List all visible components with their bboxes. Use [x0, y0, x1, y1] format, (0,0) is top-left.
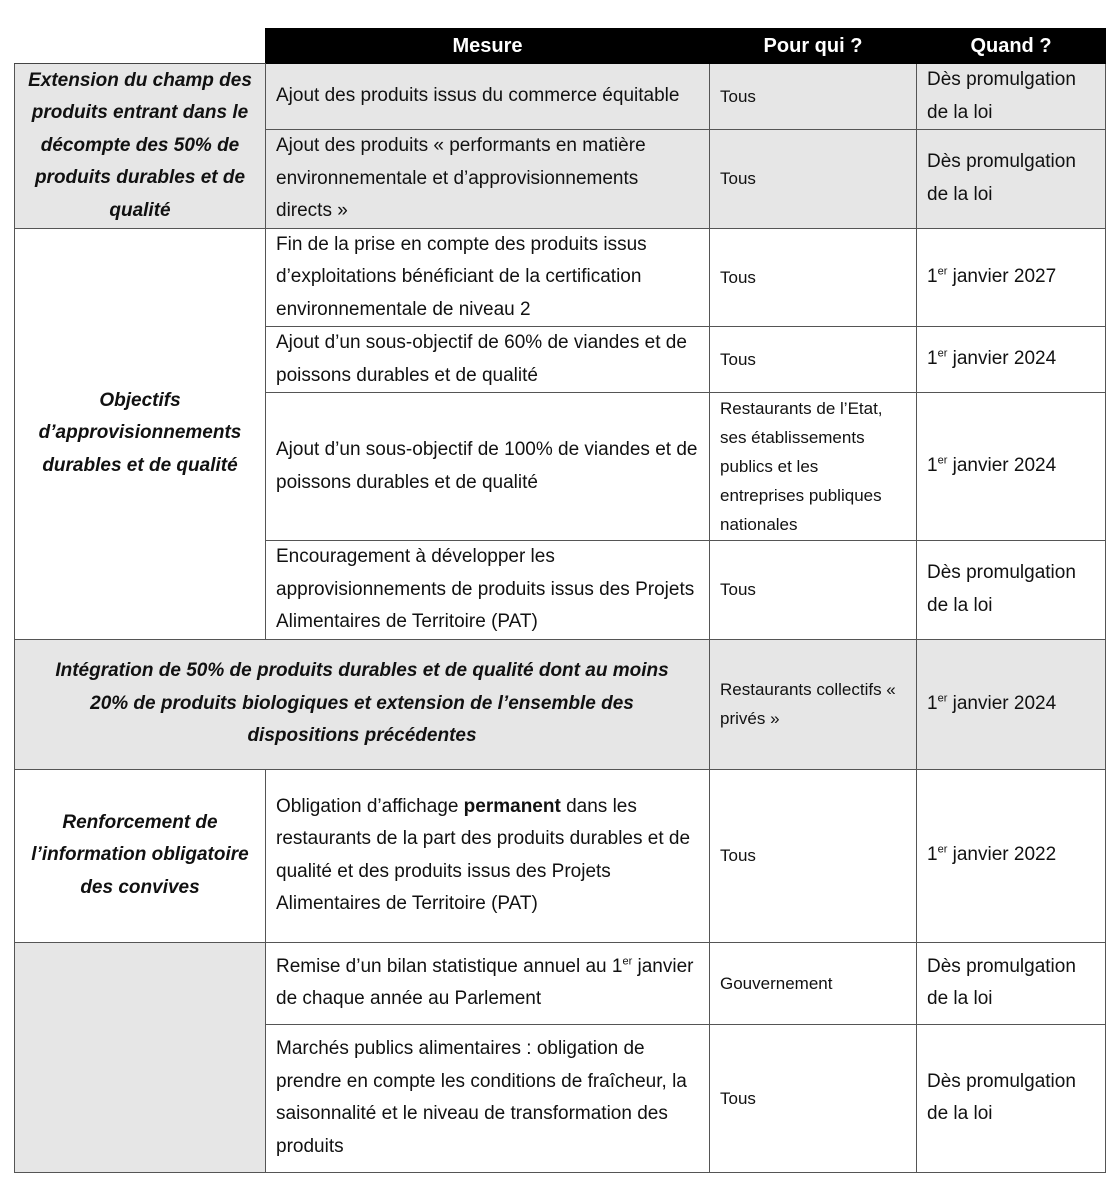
group-label-integration: Intégration de 50% de produits durables et de qualité dont au moins 20% de produits biologiques et extension de l’ensemble des dispositions précédentes [15, 639, 710, 769]
table-row [15, 769, 1106, 942]
mesure-cell: Marchés publics alimentaires : obligation de prendre en compte les conditions de fraîcheur, la saisonnalité et le niveau de transformation des produits [266, 1024, 710, 1172]
header-pour-qui: Pour qui ? [710, 29, 917, 64]
measures-table [14, 28, 1106, 1173]
group-label-empty [15, 942, 266, 1172]
mesure-cell: Ajout d’un sous-objectif de 60% de viandes et de poissons durables et de qualité [266, 327, 710, 393]
mesure-cell: Fin de la prise en compte des produits issus d’exploitations bénéficiant de la certification environnementale de niveau 2 [266, 228, 710, 327]
table-row [15, 942, 1106, 1024]
quand-cell: 1er janvier 2024 [917, 327, 1106, 393]
header-mesure: Mesure [266, 29, 710, 64]
quand-cell: 1er janvier 2027 [917, 228, 1106, 327]
header-row [15, 29, 1106, 64]
quand-cell: Dès promulgation de la loi [917, 1024, 1106, 1172]
table-row [15, 64, 1106, 130]
quand-cell: Dès promulgation de la loi [917, 541, 1106, 640]
mesure-cell: Ajout des produits « performants en matière environnementale et d’approvisionnements directs » [266, 130, 710, 229]
group-label-renforcement: Renforcement de l’information obligatoire des convives [15, 769, 266, 942]
mesure-cell: Ajout d’un sous-objectif de 100% de viandes et de poissons durables et de qualité [266, 393, 710, 541]
mesure-cell: Ajout des produits issus du commerce équitable [266, 64, 710, 130]
group-label-extension: Extension du champ des produits entrant dans le décompte des 50% de produits durables et de qualité [15, 64, 266, 229]
pour-qui-cell: Tous [710, 130, 917, 229]
pour-qui-cell: Restaurants collectifs « privés » [710, 639, 917, 769]
group-label-objectifs: Objectifs d’approvisionnements durables et de qualité [15, 228, 266, 639]
quand-cell: 1er janvier 2022 [917, 769, 1106, 942]
pour-qui-cell: Restaurants de l’Etat, ses établissements publics et les entreprises publiques nationales [710, 393, 917, 541]
quand-cell: Dès promulgation de la loi [917, 64, 1106, 130]
mesure-cell: Encouragement à développer les approvisionnements de produits issus des Projets Alimentaires de Territoire (PAT) [266, 541, 710, 640]
mesure-cell: Obligation d’affichage permanent dans les restaurants de la part des produits durables et de qualité et des produits issus des Projets Alimentaires de Territoire (PAT) [266, 769, 710, 942]
pour-qui-cell: Tous [710, 769, 917, 942]
header-empty-cell [15, 29, 266, 64]
quand-cell: Dès promulgation de la loi [917, 942, 1106, 1024]
pour-qui-cell: Tous [710, 327, 917, 393]
pour-qui-cell: Tous [710, 228, 917, 327]
pour-qui-cell: Tous [710, 541, 917, 640]
pour-qui-cell: Tous [710, 64, 917, 130]
pour-qui-cell: Tous [710, 1024, 917, 1172]
header-quand: Quand ? [917, 29, 1106, 64]
pour-qui-cell: Gouvernement [710, 942, 917, 1024]
quand-cell: 1er janvier 2024 [917, 393, 1106, 541]
quand-cell: Dès promulgation de la loi [917, 130, 1106, 229]
table-row [15, 639, 1106, 769]
quand-cell: 1er janvier 2024 [917, 639, 1106, 769]
mesure-cell: Remise d’un bilan statistique annuel au 1er janvier de chaque année au Parlement [266, 942, 710, 1024]
table-row [15, 228, 1106, 327]
